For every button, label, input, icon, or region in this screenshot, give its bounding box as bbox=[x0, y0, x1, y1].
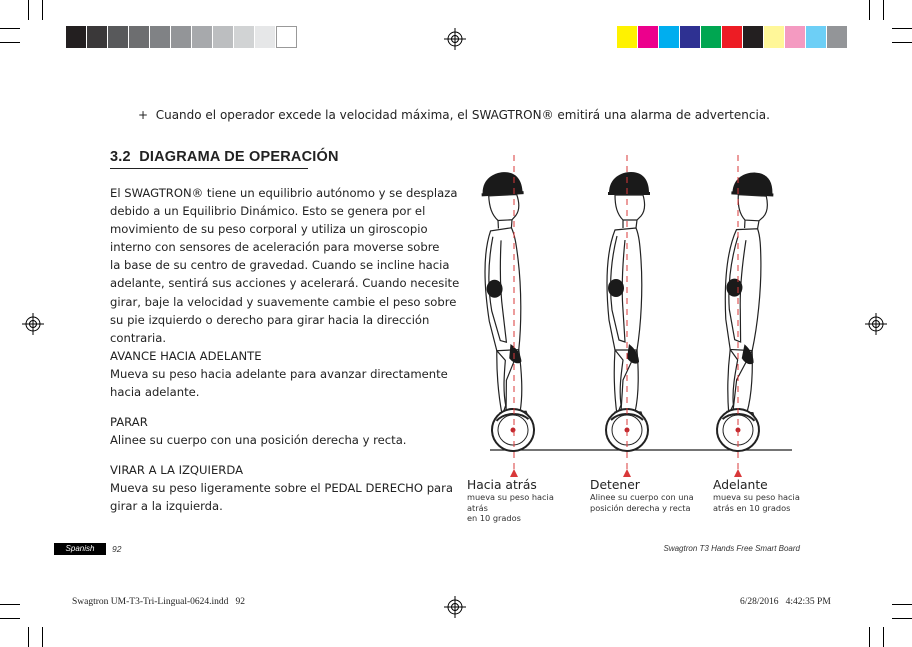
forward-section bbox=[110, 347, 462, 401]
color-swatch bbox=[617, 26, 638, 48]
color-swatch bbox=[108, 26, 129, 48]
color-swatch bbox=[827, 26, 848, 48]
crop-mark bbox=[0, 28, 20, 29]
bullet-text: Cuando el operador excede la velocidad máxima, el SWAGTRON® emitirá una alarma de advertencia. bbox=[155, 108, 770, 122]
caption-title: Adelante bbox=[713, 478, 768, 492]
bullet-marker: + bbox=[138, 108, 149, 122]
registration-mark-icon bbox=[444, 28, 466, 50]
registration-mark-icon bbox=[444, 596, 466, 618]
text-line: girar a la izquierda. bbox=[110, 499, 223, 514]
color-swatch bbox=[150, 26, 171, 48]
stop-section bbox=[110, 413, 462, 449]
forward-heading: AVANCE HACIA ADELANTE bbox=[110, 349, 262, 363]
text-line: contraria. bbox=[110, 330, 167, 345]
crop-mark bbox=[28, 627, 29, 647]
color-swatch bbox=[806, 26, 827, 48]
color-swatch bbox=[192, 26, 213, 48]
caption-desc: mueva su peso hacia atrás bbox=[467, 492, 554, 513]
text-line: Mueva su peso hacia adelante para avanzar directamente bbox=[110, 367, 448, 382]
title-underline bbox=[110, 168, 308, 169]
text-line: Alinee su cuerpo con una posición derecha y recta. bbox=[110, 433, 407, 448]
text-line: su pie izquierdo o derecho para girar hacia la dirección bbox=[110, 312, 430, 327]
product-name: Swagtron T3 Hands Free Smart Board bbox=[663, 544, 800, 553]
cmyk-color-bar bbox=[617, 26, 848, 48]
text-line: la base de su centro de gravedad. Cuando se incline hacia bbox=[110, 258, 450, 273]
slug-date: 6/28/2016 4:42:35 PM bbox=[740, 597, 831, 607]
crop-mark bbox=[883, 0, 884, 20]
operation-diagram bbox=[462, 150, 802, 480]
color-swatch bbox=[722, 26, 743, 48]
crop-mark bbox=[42, 627, 43, 647]
text-line: adelante, sentirá sus acciones y acelerará. Cuando necesite bbox=[110, 276, 460, 291]
color-swatch bbox=[255, 26, 276, 48]
text-line: hacia adelante. bbox=[110, 385, 200, 400]
crop-mark bbox=[869, 0, 870, 20]
text-line: girar, baje la velocidad y suavemente cambie el peso sobre bbox=[110, 294, 457, 309]
crop-mark bbox=[892, 604, 912, 605]
language-tag: Spanish bbox=[54, 543, 106, 555]
figure-caption-back bbox=[467, 478, 577, 524]
slug-filename: Swagtron UM-T3-Tri-Lingual-0624.indd 92 bbox=[72, 597, 246, 607]
turn-left-section bbox=[110, 461, 462, 515]
crop-mark bbox=[892, 42, 912, 43]
caption-title: Hacia atrás bbox=[467, 478, 537, 492]
text-line: El SWAGTRON® tiene un equilibrio autónomo y se desplaza bbox=[110, 186, 458, 200]
color-swatch bbox=[87, 26, 108, 48]
color-swatch bbox=[638, 26, 659, 48]
caption-desc: atrás en 10 grados bbox=[713, 502, 791, 513]
color-swatch bbox=[680, 26, 701, 48]
caption-desc: Alinee su cuerpo con una bbox=[590, 492, 694, 502]
caption-title: Detener bbox=[590, 478, 640, 492]
color-swatch bbox=[234, 26, 255, 48]
color-swatch bbox=[66, 26, 87, 48]
stop-heading: PARAR bbox=[110, 415, 148, 429]
caption-desc: posición derecha y recta bbox=[590, 502, 691, 513]
text-line: Mueva su peso ligeramente sobre el PEDAL DERECHO para bbox=[110, 481, 454, 496]
warning-bullet bbox=[138, 108, 770, 122]
crop-mark bbox=[869, 627, 870, 647]
intro-paragraph bbox=[110, 184, 462, 347]
crop-mark bbox=[0, 618, 20, 619]
caption-desc: en 10 grados bbox=[467, 513, 521, 523]
figure-caption-stop bbox=[590, 478, 700, 513]
figure-caption-forward bbox=[713, 478, 813, 513]
page-number: 92 bbox=[112, 544, 122, 554]
color-swatch bbox=[129, 26, 150, 48]
registration-mark-icon bbox=[22, 313, 44, 335]
registration-mark-icon bbox=[865, 313, 887, 335]
caption-desc: mueva su peso hacia bbox=[713, 492, 800, 502]
section-title: 3.2 DIAGRAMA DE OPERACIÓN bbox=[110, 149, 339, 165]
color-swatch bbox=[171, 26, 192, 48]
color-swatch bbox=[764, 26, 785, 48]
color-swatch bbox=[659, 26, 680, 48]
color-swatch bbox=[213, 26, 234, 48]
crop-mark bbox=[0, 604, 20, 605]
crop-mark bbox=[883, 627, 884, 647]
text-line: movimiento de su peso corporal y utiliza un giroscopio bbox=[110, 222, 428, 237]
grayscale-color-bar bbox=[66, 26, 297, 48]
crop-mark bbox=[892, 28, 912, 29]
color-swatch bbox=[701, 26, 722, 48]
turn-left-heading: VIRAR A LA IZQUIERDA bbox=[110, 463, 243, 477]
crop-mark bbox=[42, 0, 43, 20]
text-line: debido a un Equilibrio Dinámico. Esto se genera por el bbox=[110, 204, 426, 219]
color-swatch bbox=[785, 26, 806, 48]
color-swatch bbox=[743, 26, 764, 48]
color-swatch bbox=[276, 26, 297, 48]
crop-mark bbox=[0, 42, 20, 43]
text-line: interno con sensores de aceleración para moverse sobre bbox=[110, 240, 440, 255]
crop-mark bbox=[892, 618, 912, 619]
crop-mark bbox=[28, 0, 29, 20]
